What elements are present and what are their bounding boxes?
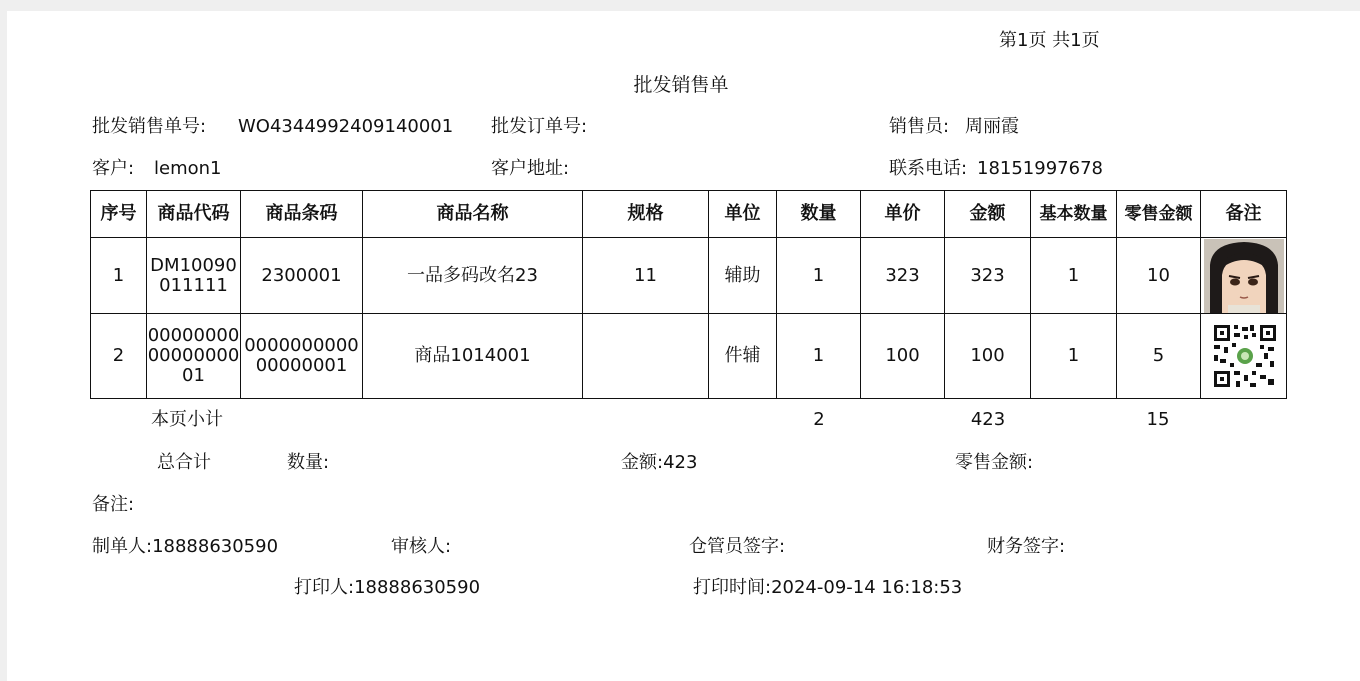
subtotal-label: 本页小计	[151, 409, 223, 430]
finance-signature: 财务签字:	[987, 536, 1066, 557]
salesperson-value: 周丽霞	[965, 116, 1019, 137]
print-time: 打印时间:2024-09-14 16:18:53	[693, 577, 963, 598]
subtotal-retail: 15	[1146, 409, 1170, 430]
cell-unit: 件辅	[709, 314, 777, 399]
customer-value: lemon1	[154, 158, 222, 179]
page-indicator: 第1页 共1页	[999, 30, 1100, 51]
phone-value: 18151997678	[977, 158, 1103, 179]
cell-price: 100	[861, 314, 945, 399]
table-row	[91, 314, 1287, 399]
cell-index: 2	[91, 314, 147, 399]
cell-base-qty: 1	[1031, 238, 1117, 314]
items-table	[90, 190, 1287, 399]
col-header-code: 商品代码	[147, 191, 241, 238]
cell-quantity: 1	[777, 238, 861, 314]
qr-code-image	[1204, 319, 1284, 393]
customer-label: 客户:	[92, 158, 135, 179]
col-header-unit: 单位	[709, 191, 777, 238]
col-header-spec: 规格	[583, 191, 709, 238]
cell-barcode: 000000000000000001	[241, 314, 363, 399]
cell-price: 323	[861, 238, 945, 314]
cell-remarks	[1201, 314, 1287, 399]
col-header-amount: 金额	[945, 191, 1031, 238]
print-sheet	[7, 11, 1360, 681]
wholesale-order-label: 批发订单号:	[491, 116, 588, 137]
total-retail-label: 零售金额:	[955, 452, 1034, 473]
cell-base-qty: 1	[1031, 314, 1117, 399]
avatar-image	[1204, 239, 1284, 313]
col-header-index: 序号	[91, 191, 147, 238]
cell-remarks	[1201, 238, 1287, 314]
col-header-base-qty: 基本数量	[1031, 191, 1117, 238]
warehouse-signature: 仓管员签字:	[689, 536, 786, 557]
reviewer-signature: 审核人:	[391, 536, 452, 557]
total-label: 总合计	[157, 452, 211, 473]
col-header-barcode: 商品条码	[241, 191, 363, 238]
col-header-quantity: 数量	[777, 191, 861, 238]
cell-spec	[583, 314, 709, 399]
cell-amount: 100	[945, 314, 1031, 399]
creator-signature: 制单人:18888630590	[92, 536, 279, 557]
order-no-value: WO4344992409140001	[238, 116, 454, 137]
salesperson-label: 销售员:	[889, 116, 950, 137]
printer-name: 打印人:18888630590	[294, 577, 481, 598]
total-quantity-label: 数量:	[287, 452, 330, 473]
col-header-name: 商品名称	[363, 191, 583, 238]
col-header-retail: 零售金额	[1117, 191, 1201, 238]
customer-address-label: 客户地址:	[491, 158, 570, 179]
total-amount: 金额:423	[621, 452, 698, 473]
cell-spec: 11	[583, 238, 709, 314]
document-title: 批发销售单	[633, 74, 729, 96]
table-row	[91, 238, 1287, 314]
cell-name: 一品多码改名23	[363, 238, 583, 314]
cell-code: DM10090011111	[147, 238, 241, 314]
cell-index: 1	[91, 238, 147, 314]
order-no-label: 批发销售单号:	[92, 116, 207, 137]
phone-label: 联系电话:	[889, 158, 968, 179]
cell-retail: 5	[1117, 314, 1201, 399]
cell-unit: 辅助	[709, 238, 777, 314]
cell-retail: 10	[1117, 238, 1201, 314]
subtotal-amount: 423	[970, 409, 1006, 430]
subtotal-quantity: 2	[813, 409, 825, 430]
cell-name: 商品1014001	[363, 314, 583, 399]
cell-amount: 323	[945, 238, 1031, 314]
cell-code: 000000000000000001	[147, 314, 241, 399]
cell-quantity: 1	[777, 314, 861, 399]
remarks-label: 备注:	[92, 494, 135, 515]
col-header-price: 单价	[861, 191, 945, 238]
cell-barcode: 2300001	[241, 238, 363, 314]
col-header-remarks: 备注	[1201, 191, 1287, 238]
